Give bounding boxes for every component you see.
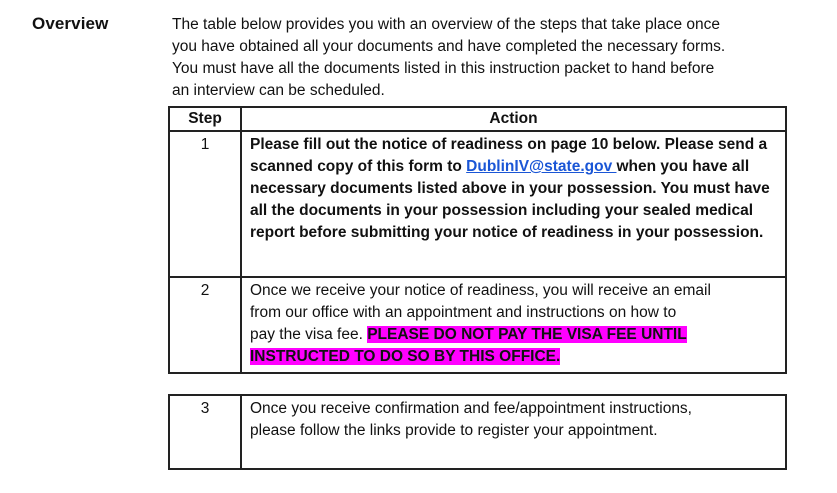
action-text: pay the visa fee. [250, 326, 368, 343]
action-line [250, 346, 779, 368]
table-row [169, 277, 786, 373]
step-action [241, 395, 786, 469]
action-line [250, 156, 779, 178]
intro-line: you have obtained all your documents and have completed the necessary forms. [172, 38, 726, 55]
step-number: 1 [169, 131, 241, 277]
intro-line: The table below provides you with an overview of the steps that take place once [172, 16, 720, 33]
email-link[interactable]: DublinIV@state.gov [466, 158, 617, 175]
action-line: Please fill out the notice of readiness on page 10 below. Please send a [250, 136, 768, 153]
table-row [169, 131, 786, 277]
action-line: necessary documents listed above in your possession. You must have [250, 180, 770, 197]
action-text: when you have all [616, 158, 750, 175]
action-line: all the documents in your possession including your sealed medical [250, 202, 754, 219]
step-number: 2 [169, 277, 241, 373]
action-line: Once you receive confirmation and fee/appointment instructions, [250, 400, 692, 417]
column-header-step: Step [169, 107, 241, 131]
table-row [169, 395, 786, 469]
highlighted-warning: INSTRUCTED TO DO SO BY THIS OFFICE. [250, 348, 561, 365]
intro-paragraph [172, 14, 792, 102]
step-action [241, 277, 786, 373]
steps-table [168, 106, 787, 374]
action-line: report before submitting your notice of readiness in your possession. [250, 224, 764, 241]
intro-line: an interview can be scheduled. [172, 82, 385, 99]
step-action [241, 131, 786, 277]
table-header-row [169, 107, 786, 131]
action-text: scanned copy of this form to [250, 158, 467, 175]
step-number: 3 [169, 395, 241, 469]
steps-table-continued [168, 394, 787, 470]
column-header-action: Action [241, 107, 786, 131]
section-heading: Overview [32, 14, 109, 33]
action-line: please follow the links provide to register your appointment. [250, 422, 658, 439]
action-line: from our office with an appointment and instructions on how to [250, 304, 677, 321]
highlighted-warning: PLEASE DO NOT PAY THE VISA FEE UNTIL [367, 326, 687, 343]
action-line: Once we receive your notice of readiness, you will receive an email [250, 282, 711, 299]
action-line [250, 324, 779, 346]
intro-line: You must have all the documents listed in this instruction packet to hand before [172, 60, 715, 77]
